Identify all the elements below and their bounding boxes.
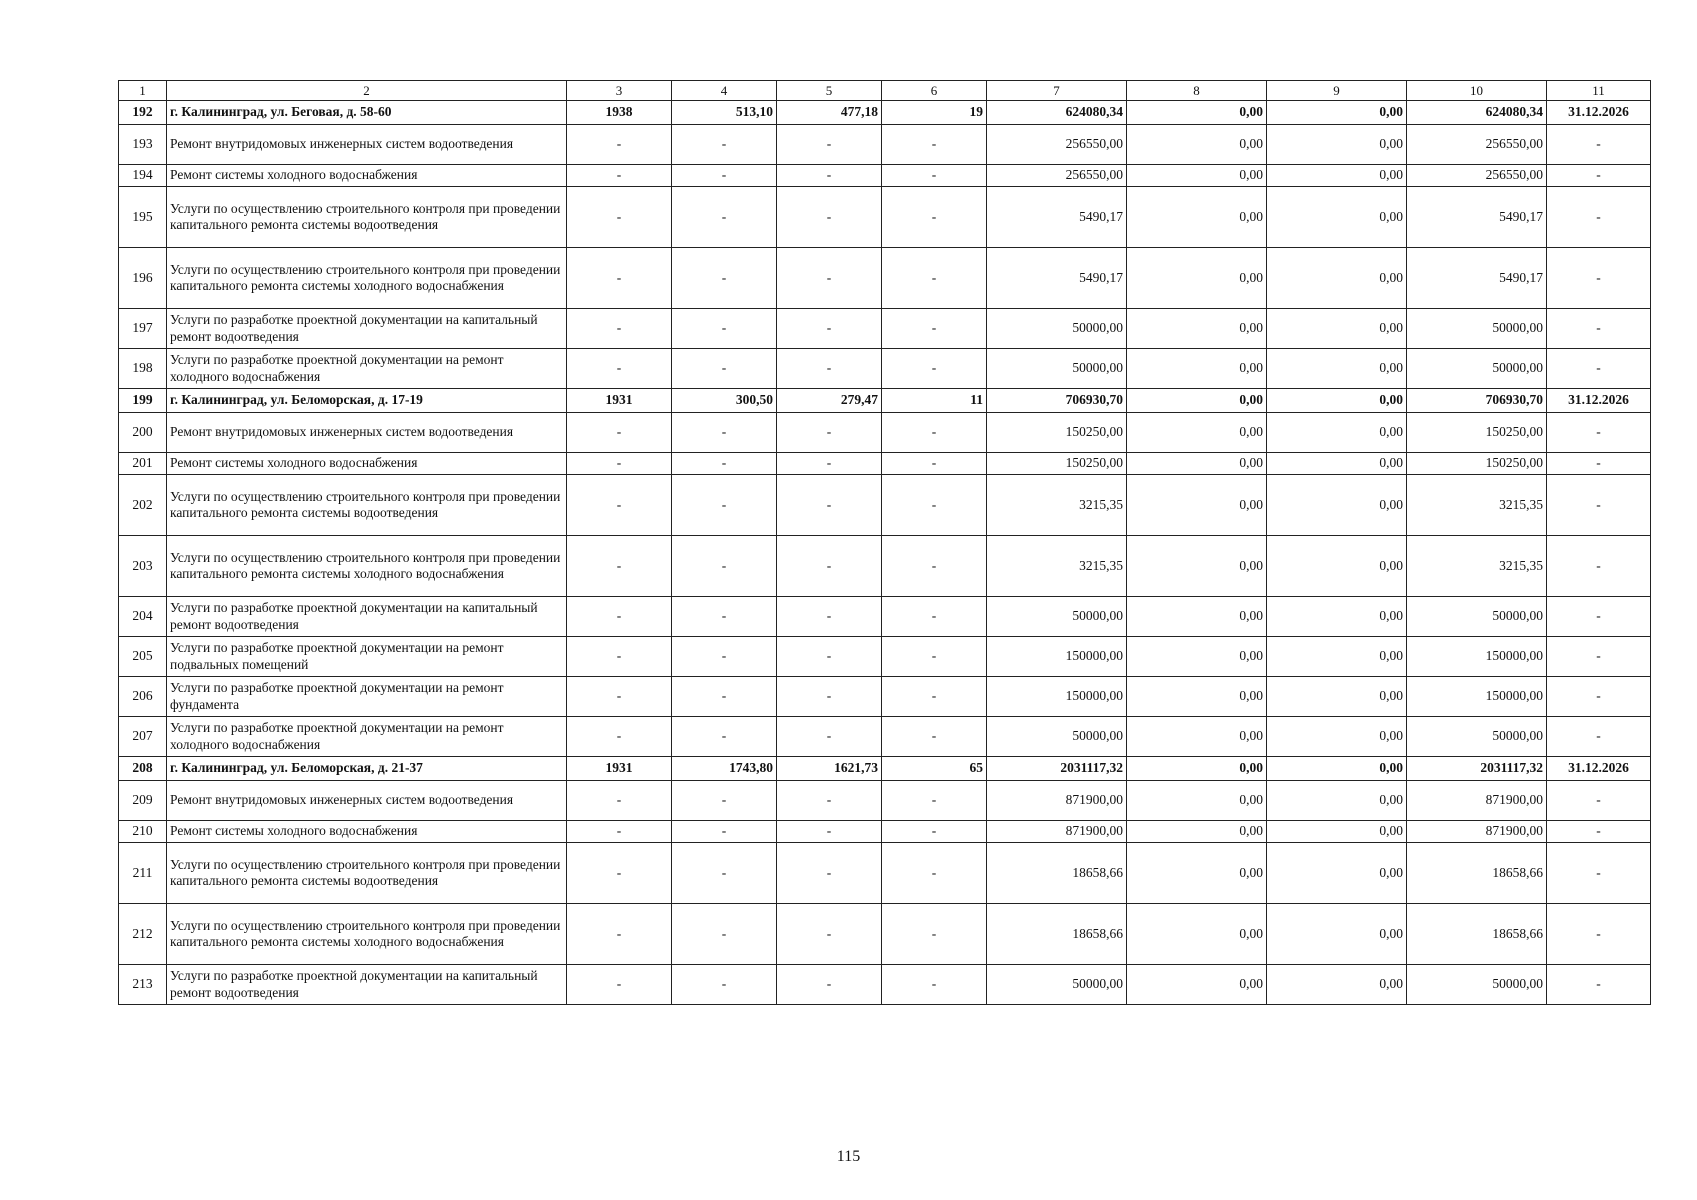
work-name-cell: г. Калининград, ул. Беломорская, д. 21-37 (167, 757, 567, 781)
living-area-cell: - (777, 677, 882, 717)
cost-col10-cell: 50000,00 (1407, 965, 1547, 1005)
row-number-cell: 205 (119, 637, 167, 677)
year-cell: - (567, 349, 672, 389)
cost-col10-cell: 18658,66 (1407, 843, 1547, 904)
residents-cell: - (882, 413, 987, 453)
row-number-cell: 199 (119, 389, 167, 413)
cost-col9-cell: 0,00 (1267, 904, 1407, 965)
year-cell: - (567, 413, 672, 453)
work-name-cell: Услуги по осуществлению строительного контроля при проведении капитального ремонта системы холодного водоснабжения (167, 248, 567, 309)
row-number-cell: 211 (119, 843, 167, 904)
cost-col10-cell: 706930,70 (1407, 389, 1547, 413)
residents-cell: - (882, 536, 987, 597)
living-area-cell: - (777, 637, 882, 677)
deadline-cell: - (1547, 536, 1651, 597)
deadline-cell: - (1547, 597, 1651, 637)
living-area-cell: - (777, 965, 882, 1005)
cost-col8-cell: 0,00 (1127, 453, 1267, 475)
cost-col10-cell: 871900,00 (1407, 821, 1547, 843)
building-address-row (119, 757, 1651, 781)
cost-col8-cell: 0,00 (1127, 637, 1267, 677)
work-name-cell: Ремонт внутридомовых инженерных систем водоотведения (167, 125, 567, 165)
column-number: 1 (119, 81, 167, 101)
work-name-cell: Услуги по осуществлению строительного контроля при проведении капитального ремонта системы водоотведения (167, 843, 567, 904)
residents-cell: - (882, 677, 987, 717)
deadline-cell: 31.12.2026 (1547, 757, 1651, 781)
work-name-cell: г. Калининград, ул. Беговая, д. 58-60 (167, 101, 567, 125)
row-number-cell: 212 (119, 904, 167, 965)
cost-col8-cell: 0,00 (1127, 843, 1267, 904)
cost-col8-cell: 0,00 (1127, 597, 1267, 637)
cost-col10-cell: 150000,00 (1407, 677, 1547, 717)
cost-col9-cell: 0,00 (1267, 413, 1407, 453)
living-area-cell: - (777, 125, 882, 165)
cost-col9-cell: 0,00 (1267, 637, 1407, 677)
cost-col8-cell: 0,00 (1127, 248, 1267, 309)
year-cell: - (567, 187, 672, 248)
cost-col9-cell: 0,00 (1267, 965, 1407, 1005)
deadline-cell: - (1547, 349, 1651, 389)
row-number-cell: 210 (119, 821, 167, 843)
cost-col9-cell: 0,00 (1267, 475, 1407, 536)
cost-total-cell: 256550,00 (987, 125, 1127, 165)
work-item-row (119, 453, 1651, 475)
total-area-cell: - (672, 637, 777, 677)
cost-col9-cell: 0,00 (1267, 349, 1407, 389)
residents-cell: - (882, 821, 987, 843)
residents-cell: - (882, 904, 987, 965)
deadline-cell: - (1547, 781, 1651, 821)
work-item-row (119, 349, 1651, 389)
work-name-cell: Ремонт системы холодного водоснабжения (167, 821, 567, 843)
work-item-row (119, 843, 1651, 904)
column-number: 4 (672, 81, 777, 101)
cost-col10-cell: 624080,34 (1407, 101, 1547, 125)
work-item-row (119, 904, 1651, 965)
cost-col9-cell: 0,00 (1267, 389, 1407, 413)
row-number-cell: 201 (119, 453, 167, 475)
living-area-cell: 1621,73 (777, 757, 882, 781)
cost-col9-cell: 0,00 (1267, 677, 1407, 717)
work-name-cell: Услуги по осуществлению строительного контроля при проведении капитального ремонта системы водоотведения (167, 475, 567, 536)
cost-col9-cell: 0,00 (1267, 248, 1407, 309)
cost-col9-cell: 0,00 (1267, 309, 1407, 349)
work-item-row (119, 475, 1651, 536)
row-number-cell: 206 (119, 677, 167, 717)
cost-col10-cell: 871900,00 (1407, 781, 1547, 821)
row-number-cell: 192 (119, 101, 167, 125)
cost-col9-cell: 0,00 (1267, 717, 1407, 757)
cost-total-cell: 150000,00 (987, 677, 1127, 717)
cost-total-cell: 150250,00 (987, 413, 1127, 453)
column-number: 3 (567, 81, 672, 101)
cost-col8-cell: 0,00 (1127, 904, 1267, 965)
cost-col10-cell: 5490,17 (1407, 187, 1547, 248)
column-number: 10 (1407, 81, 1547, 101)
work-name-cell: Услуги по осуществлению строительного контроля при проведении капитального ремонта системы водоотведения (167, 187, 567, 248)
cost-total-cell: 2031117,32 (987, 757, 1127, 781)
cost-total-cell: 18658,66 (987, 843, 1127, 904)
residents-cell: - (882, 248, 987, 309)
year-cell: - (567, 965, 672, 1005)
cost-total-cell: 5490,17 (987, 248, 1127, 309)
work-item-row (119, 187, 1651, 248)
cost-col10-cell: 50000,00 (1407, 349, 1547, 389)
column-number-row (119, 81, 1651, 101)
column-number: 2 (167, 81, 567, 101)
building-address-row (119, 389, 1651, 413)
cost-col8-cell: 0,00 (1127, 349, 1267, 389)
cost-col8-cell: 0,00 (1127, 757, 1267, 781)
residents-cell: - (882, 965, 987, 1005)
living-area-cell: - (777, 781, 882, 821)
cost-total-cell: 871900,00 (987, 781, 1127, 821)
total-area-cell: - (672, 536, 777, 597)
row-number-cell: 198 (119, 349, 167, 389)
work-item-row (119, 717, 1651, 757)
work-item-row (119, 248, 1651, 309)
row-number-cell: 209 (119, 781, 167, 821)
year-cell: 1931 (567, 757, 672, 781)
total-area-cell: 300,50 (672, 389, 777, 413)
residents-cell: - (882, 349, 987, 389)
cost-col9-cell: 0,00 (1267, 187, 1407, 248)
row-number-cell: 194 (119, 165, 167, 187)
row-number-cell: 195 (119, 187, 167, 248)
living-area-cell: 279,47 (777, 389, 882, 413)
total-area-cell: - (672, 309, 777, 349)
living-area-cell: - (777, 413, 882, 453)
residents-cell: 19 (882, 101, 987, 125)
cost-col10-cell: 150250,00 (1407, 453, 1547, 475)
deadline-cell: - (1547, 453, 1651, 475)
living-area-cell: - (777, 309, 882, 349)
table-body (119, 81, 1651, 1005)
deadline-cell: - (1547, 187, 1651, 248)
cost-col10-cell: 50000,00 (1407, 309, 1547, 349)
living-area-cell: - (777, 904, 882, 965)
total-area-cell: - (672, 453, 777, 475)
row-number-cell: 203 (119, 536, 167, 597)
deadline-cell: - (1547, 717, 1651, 757)
cost-total-cell: 150250,00 (987, 453, 1127, 475)
work-item-row (119, 597, 1651, 637)
work-name-cell: Услуги по разработке проектной документации на капитальный ремонт водоотведения (167, 597, 567, 637)
cost-col10-cell: 3215,35 (1407, 475, 1547, 536)
work-item-row (119, 821, 1651, 843)
living-area-cell: - (777, 843, 882, 904)
cost-col9-cell: 0,00 (1267, 597, 1407, 637)
residents-cell: - (882, 843, 987, 904)
column-number: 7 (987, 81, 1127, 101)
column-number: 5 (777, 81, 882, 101)
residents-cell: - (882, 475, 987, 536)
row-number-cell: 200 (119, 413, 167, 453)
column-number: 8 (1127, 81, 1267, 101)
deadline-cell: - (1547, 821, 1651, 843)
year-cell: - (567, 475, 672, 536)
cost-col10-cell: 150000,00 (1407, 637, 1547, 677)
residents-cell: - (882, 309, 987, 349)
total-area-cell: - (672, 187, 777, 248)
year-cell: - (567, 781, 672, 821)
row-number-cell: 196 (119, 248, 167, 309)
row-number-cell: 208 (119, 757, 167, 781)
work-item-row (119, 781, 1651, 821)
cost-col9-cell: 0,00 (1267, 781, 1407, 821)
total-area-cell: - (672, 248, 777, 309)
cost-total-cell: 5490,17 (987, 187, 1127, 248)
cost-col8-cell: 0,00 (1127, 821, 1267, 843)
cost-col8-cell: 0,00 (1127, 677, 1267, 717)
cost-col8-cell: 0,00 (1127, 101, 1267, 125)
cost-col9-cell: 0,00 (1267, 821, 1407, 843)
row-number-cell: 197 (119, 309, 167, 349)
total-area-cell: - (672, 904, 777, 965)
cost-col10-cell: 256550,00 (1407, 165, 1547, 187)
cost-col10-cell: 150250,00 (1407, 413, 1547, 453)
total-area-cell: 513,10 (672, 101, 777, 125)
deadline-cell: - (1547, 125, 1651, 165)
work-item-row (119, 165, 1651, 187)
year-cell: - (567, 821, 672, 843)
total-area-cell: - (672, 821, 777, 843)
cost-total-cell: 50000,00 (987, 717, 1127, 757)
total-area-cell: - (672, 165, 777, 187)
residents-cell: - (882, 781, 987, 821)
deadline-cell: - (1547, 904, 1651, 965)
living-area-cell: - (777, 187, 882, 248)
year-cell: - (567, 843, 672, 904)
living-area-cell: - (777, 165, 882, 187)
cost-total-cell: 871900,00 (987, 821, 1127, 843)
work-item-row (119, 536, 1651, 597)
living-area-cell: - (777, 248, 882, 309)
cost-total-cell: 50000,00 (987, 349, 1127, 389)
work-item-row (119, 965, 1651, 1005)
row-number-cell: 204 (119, 597, 167, 637)
total-area-cell: - (672, 413, 777, 453)
residents-cell: - (882, 637, 987, 677)
page-number: 115 (836, 1148, 861, 1165)
cost-total-cell: 3215,35 (987, 475, 1127, 536)
cost-total-cell: 50000,00 (987, 309, 1127, 349)
row-number-cell: 207 (119, 717, 167, 757)
total-area-cell: - (672, 349, 777, 389)
row-number-cell: 202 (119, 475, 167, 536)
work-name-cell: Услуги по разработке проектной документации на ремонт подвальных помещений (167, 637, 567, 677)
cost-col8-cell: 0,00 (1127, 965, 1267, 1005)
cost-total-cell: 624080,34 (987, 101, 1127, 125)
cost-col9-cell: 0,00 (1267, 843, 1407, 904)
deadline-cell: 31.12.2026 (1547, 389, 1651, 413)
column-number: 11 (1547, 81, 1651, 101)
work-name-cell: Услуги по разработке проектной документации на ремонт холодного водоснабжения (167, 717, 567, 757)
residents-cell: - (882, 453, 987, 475)
living-area-cell: - (777, 453, 882, 475)
cost-col8-cell: 0,00 (1127, 187, 1267, 248)
deadline-cell: - (1547, 637, 1651, 677)
work-name-cell: г. Калининград, ул. Беломорская, д. 17-19 (167, 389, 567, 413)
cost-col8-cell: 0,00 (1127, 389, 1267, 413)
work-name-cell: Услуги по разработке проектной документации на капитальный ремонт водоотведения (167, 309, 567, 349)
work-name-cell: Услуги по осуществлению строительного контроля при проведении капитального ремонта системы холодного водоснабжения (167, 536, 567, 597)
deadline-cell: - (1547, 843, 1651, 904)
cost-total-cell: 50000,00 (987, 597, 1127, 637)
residents-cell: - (882, 187, 987, 248)
work-name-cell: Услуги по разработке проектной документации на капитальный ремонт водоотведения (167, 965, 567, 1005)
total-area-cell: 1743,80 (672, 757, 777, 781)
cost-total-cell: 256550,00 (987, 165, 1127, 187)
cost-total-cell: 18658,66 (987, 904, 1127, 965)
work-item-row (119, 677, 1651, 717)
deadline-cell: - (1547, 965, 1651, 1005)
work-name-cell: Ремонт системы холодного водоснабжения (167, 453, 567, 475)
work-name-cell: Ремонт внутридомовых инженерных систем водоотведения (167, 781, 567, 821)
year-cell: - (567, 453, 672, 475)
total-area-cell: - (672, 717, 777, 757)
cost-col8-cell: 0,00 (1127, 165, 1267, 187)
deadline-cell: - (1547, 165, 1651, 187)
column-number: 6 (882, 81, 987, 101)
building-address-row (119, 101, 1651, 125)
year-cell: - (567, 637, 672, 677)
total-area-cell: - (672, 475, 777, 536)
living-area-cell: - (777, 597, 882, 637)
cost-col9-cell: 0,00 (1267, 453, 1407, 475)
deadline-cell: - (1547, 413, 1651, 453)
work-name-cell: Услуги по осуществлению строительного контроля при проведении капитального ремонта системы холодного водоснабжения (167, 904, 567, 965)
column-number: 9 (1267, 81, 1407, 101)
cost-col8-cell: 0,00 (1127, 536, 1267, 597)
residents-cell: - (882, 597, 987, 637)
year-cell: - (567, 125, 672, 165)
residents-cell: - (882, 165, 987, 187)
cost-col10-cell: 18658,66 (1407, 904, 1547, 965)
cost-col9-cell: 0,00 (1267, 101, 1407, 125)
year-cell: - (567, 536, 672, 597)
cost-total-cell: 150000,00 (987, 637, 1127, 677)
total-area-cell: - (672, 677, 777, 717)
living-area-cell: - (777, 717, 882, 757)
cost-col10-cell: 256550,00 (1407, 125, 1547, 165)
cost-col10-cell: 2031117,32 (1407, 757, 1547, 781)
living-area-cell: 477,18 (777, 101, 882, 125)
year-cell: - (567, 677, 672, 717)
cost-total-cell: 3215,35 (987, 536, 1127, 597)
cost-col10-cell: 50000,00 (1407, 717, 1547, 757)
year-cell: - (567, 309, 672, 349)
work-item-row (119, 413, 1651, 453)
total-area-cell: - (672, 843, 777, 904)
deadline-cell: - (1547, 677, 1651, 717)
row-number-cell: 213 (119, 965, 167, 1005)
total-area-cell: - (672, 965, 777, 1005)
living-area-cell: - (777, 349, 882, 389)
living-area-cell: - (777, 475, 882, 536)
cost-col10-cell: 50000,00 (1407, 597, 1547, 637)
cost-col10-cell: 5490,17 (1407, 248, 1547, 309)
cost-col9-cell: 0,00 (1267, 165, 1407, 187)
work-item-row (119, 125, 1651, 165)
cost-col9-cell: 0,00 (1267, 536, 1407, 597)
year-cell: 1931 (567, 389, 672, 413)
total-area-cell: - (672, 781, 777, 821)
year-cell: 1938 (567, 101, 672, 125)
deadline-cell: - (1547, 475, 1651, 536)
cost-col8-cell: 0,00 (1127, 309, 1267, 349)
cost-col10-cell: 3215,35 (1407, 536, 1547, 597)
total-area-cell: - (672, 597, 777, 637)
cost-col8-cell: 0,00 (1127, 413, 1267, 453)
year-cell: - (567, 597, 672, 637)
residents-cell: - (882, 125, 987, 165)
year-cell: - (567, 165, 672, 187)
work-name-cell: Услуги по разработке проектной документации на ремонт фундамента (167, 677, 567, 717)
work-item-row (119, 637, 1651, 677)
program-table (118, 80, 1651, 1005)
living-area-cell: - (777, 536, 882, 597)
deadline-cell: - (1547, 248, 1651, 309)
residents-cell: 11 (882, 389, 987, 413)
year-cell: - (567, 248, 672, 309)
deadline-cell: 31.12.2026 (1547, 101, 1651, 125)
year-cell: - (567, 717, 672, 757)
cost-col9-cell: 0,00 (1267, 757, 1407, 781)
living-area-cell: - (777, 821, 882, 843)
deadline-cell: - (1547, 309, 1651, 349)
cost-total-cell: 50000,00 (987, 965, 1127, 1005)
year-cell: - (567, 904, 672, 965)
cost-col8-cell: 0,00 (1127, 125, 1267, 165)
residents-cell: - (882, 717, 987, 757)
row-number-cell: 193 (119, 125, 167, 165)
work-name-cell: Услуги по разработке проектной документации на ремонт холодного водоснабжения (167, 349, 567, 389)
cost-col9-cell: 0,00 (1267, 125, 1407, 165)
cost-col8-cell: 0,00 (1127, 781, 1267, 821)
work-name-cell: Ремонт внутридомовых инженерных систем водоотведения (167, 413, 567, 453)
cost-col8-cell: 0,00 (1127, 717, 1267, 757)
residents-cell: 65 (882, 757, 987, 781)
work-name-cell: Ремонт системы холодного водоснабжения (167, 165, 567, 187)
cost-col8-cell: 0,00 (1127, 475, 1267, 536)
work-item-row (119, 309, 1651, 349)
cost-total-cell: 706930,70 (987, 389, 1127, 413)
total-area-cell: - (672, 125, 777, 165)
